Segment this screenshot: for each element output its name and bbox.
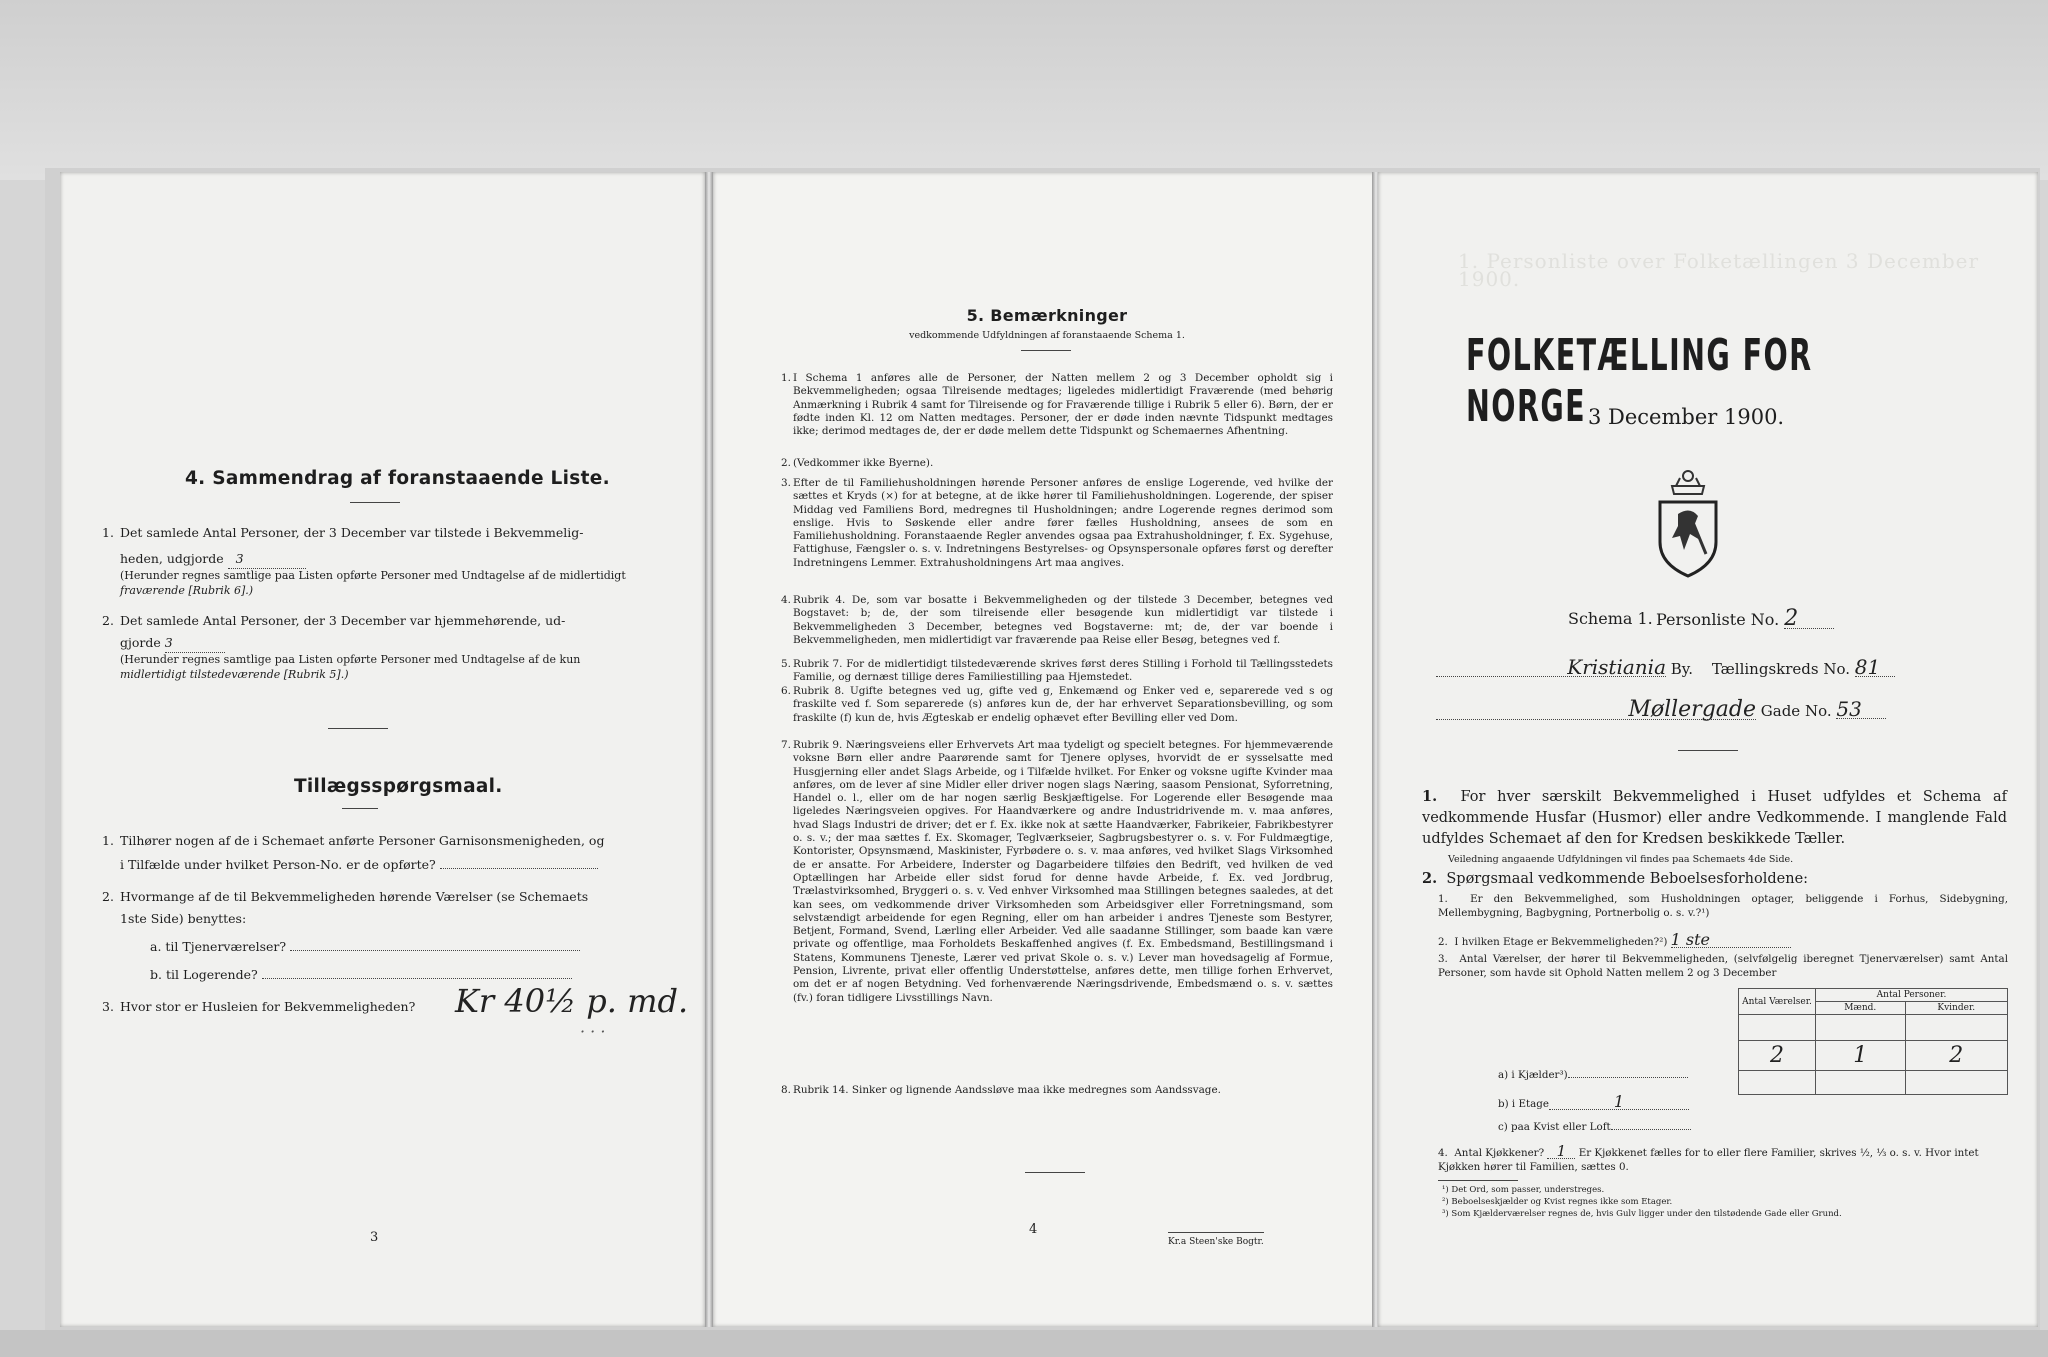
col-maend: Mænd.: [1816, 1002, 1906, 1015]
personliste-label: Personliste No.: [1656, 610, 1780, 629]
q2-note2: midlertidigt tilstedeværende [Rubrik 5].): [120, 668, 349, 681]
printer-mark: Kr.a Steen'ske Bogtr.: [1168, 1232, 1264, 1250]
t3-number: 3.: [102, 999, 114, 1014]
question-1-text: Er den Bekvemmelighed, som Husholdningen optager, beliggende i Forhus, Sidebygning, Mellembygning, Bagbygning, Portnerbolig o. s. v.?¹): [1438, 893, 2008, 919]
col-kvinder: Kvinder.: [1905, 1002, 2007, 1015]
gade-label: Gade No.: [1760, 702, 1832, 720]
row-b-etage[interactable]: 1: [1549, 1094, 1689, 1110]
street-line: [1436, 697, 1996, 722]
page-number: 3: [370, 1230, 379, 1245]
rooms-persons-table: [1738, 988, 2008, 1095]
remarks-subtitle: vedkommende Udfyldningen af foranstaaende Schema 1.: [909, 330, 1185, 341]
t1-prefix: i Tilfælde under hvilket Person-No. er de opførte?: [120, 857, 436, 872]
remark-item: [781, 594, 1333, 647]
row-c-text: c) paa Kvist eller Loft: [1498, 1121, 1611, 1133]
t2a-label: a. til Tjenerværelser?: [150, 939, 287, 954]
q2-text: Det samlede Antal Personer, der 3 December var hjemmehørende, ud-: [120, 613, 566, 628]
q1-number: 1.: [102, 525, 114, 540]
remark-number: 5.: [781, 658, 791, 670]
t2b-answer[interactable]: [262, 978, 572, 979]
row-a-dots: [1568, 1077, 1688, 1078]
divider: [350, 502, 400, 503]
remark-item: [781, 372, 1333, 438]
q2-number: 2.: [102, 613, 114, 628]
t2-number: 2.: [102, 889, 114, 904]
remarks-title: 5. Bemærkninger: [966, 306, 1128, 325]
col-vaerelser: Antal Værelser.: [1739, 989, 1816, 1015]
city-line: [1436, 655, 1996, 679]
t2-line2: 1ste Side) benyttes:: [120, 911, 247, 926]
cell-c-maend[interactable]: [1816, 1071, 1906, 1095]
item-1-text: For hver særskilt Bekvemmelighed i Huset udfyldes et Schema af vedkommende Husfar (Husmor) eller andre Vedkommende. I manglende Fald udfyldes Schemaet af den for Kredsen beskikkede Tæller.: [1422, 789, 2007, 847]
remark-text: Rubrik 14. Sinker og lignende Aandssløve maa ikke medregnes som Aandssvage.: [793, 1084, 1221, 1096]
q2-line2: [120, 634, 225, 653]
census-title: FOLKETÆLLING FOR NORGE: [1466, 330, 1813, 432]
personliste-value[interactable]: 2: [1784, 610, 1834, 629]
pencil-marks: · · ·: [580, 1022, 606, 1041]
norwegian-coat-of-arms-icon: [1650, 464, 1726, 580]
t3-line: [120, 998, 415, 1016]
remark-number: 7.: [781, 739, 791, 751]
q1-prefix: heden, udgjorde: [120, 551, 224, 566]
question-4: 4. Antal Kjøkkener? 1 Er Kjøkkenet fælles for to eller flere Familier, skrives ½, ⅓ o. s. v. Hvor intet Kjøkken hører til Familien, sættes 0.: [1438, 1142, 1979, 1173]
cell-b-vaer[interactable]: 2: [1739, 1041, 1816, 1071]
question-2: 2. I hvilken Etage er Bekvemmeligheden?²) 1 ste: [1438, 932, 1791, 950]
t2-text: Hvormange af de til Bekvemmeligheden hørende Værelser (se Schemaets: [120, 889, 589, 904]
tillaeg-title: Tillægsspørgsmaal.: [294, 776, 503, 797]
by-label: By.: [1670, 660, 1694, 678]
row-b-label: [1498, 1094, 1689, 1112]
schema-label: Schema 1.: [1568, 609, 1653, 628]
kreds-label: Tællingskreds No.: [1711, 660, 1851, 678]
page-fold: [705, 172, 713, 1327]
cell-a-vaer[interactable]: [1739, 1015, 1816, 1041]
question-2-text: I hvilken Etage er Bekvemmeligheden?²): [1454, 936, 1668, 948]
cell-b-kvinder[interactable]: 2: [1905, 1041, 2007, 1071]
cell-c-kvinder[interactable]: [1905, 1071, 2007, 1095]
divider: [328, 728, 388, 729]
t2b-label: b. til Logerende?: [150, 967, 258, 982]
q1-text: Det samlede Antal Personer, der 3 December var tilstede i Bekvemmelig-: [120, 525, 584, 540]
cell-a-kvinder[interactable]: [1905, 1015, 2007, 1041]
remark-number: 2.: [781, 457, 791, 469]
remark-text: (Vedkommer ikke Byerne).: [793, 457, 934, 469]
q2-prefix: gjorde: [120, 635, 161, 650]
background-bottom: [0, 1330, 2048, 1357]
item-2-text: Spørgsmaal vedkommende Beboelsesforholdene:: [1446, 871, 1809, 887]
question-4-text: Antal Kjøkkener?: [1454, 1147, 1545, 1159]
question-4-value[interactable]: 1: [1547, 1144, 1575, 1159]
row-a-text: a) i Kjælder³): [1498, 1069, 1568, 1081]
footnote-2: ²) Beboelseskjælder og Kvist regnes ikke som Etager.: [1442, 1197, 1673, 1207]
street-value[interactable]: Møllergade: [1436, 701, 1756, 720]
remark-item: [781, 685, 1333, 725]
personliste-line: [1656, 606, 1834, 631]
show-through-header: 1. Personliste over Folketællingen 3 December 1900.: [1458, 249, 1980, 291]
page-4-remarks: [713, 172, 1381, 1327]
page-3-summary: [60, 172, 705, 1327]
question-3: 3. Antal Værelser, der hører til Bekvemmeligheden, (selvfølgelig iberegnet Tjenerværelser) samt Antal Personer, som havde sit Ophold Natten mellem 2 og 3 December: [1438, 953, 2008, 979]
remark-item: [781, 477, 1333, 570]
q2-note1: (Herunder regnes samtlige paa Listen opførte Personer med Undtagelse af de kun: [120, 653, 581, 666]
row-a-label: [1498, 1068, 1688, 1083]
kreds-value[interactable]: 81: [1855, 658, 1895, 677]
t3-label: Hvor stor er Husleien for Bekvemmeligheden?: [120, 999, 416, 1014]
t1-text: Tilhører nogen af de i Schemaet anførte Personer Garnisonsmenigheden, og: [120, 833, 605, 848]
t1-number: 1.: [102, 833, 114, 848]
remark-number: 6.: [781, 685, 791, 697]
cell-c-vaer[interactable]: [1739, 1071, 1816, 1095]
row-c-label: [1498, 1120, 1691, 1135]
remark-text: Rubrik 4. De, som var bosatte i Bekvemmeligheden og der tilstede 3 December, betegnes ved Bogstavet: b; de, der som tilreisende eller besøgende kun midlertidigt var tilstede i Bekvemmeligheden 3 December, betegnes ved Bogstaverne: mt; de, der var boende i Bekvemmeligheden, men midlertidigt var fraværende paa Reise eller Besøg, betegnes ved f.: [793, 594, 1333, 646]
footnote-divider: [1438, 1180, 1518, 1181]
page-number: 4: [1029, 1222, 1038, 1237]
item-2: 2. Spørgsmaal vedkommende Beboelsesforholdene:: [1422, 870, 1809, 887]
remark-text: Rubrik 8. Ugifte betegnes ved ug, gifte ved g, Enkemænd og Enker ved e, separerede ved s og fraskilte ved f. Som separerede (s) anføres kun de, der har erhvervet Separationsbevilling, og som fraskilte (f) kun de, hvis Ægteskab er endelig ophævet efter Bevilling eller ved Dom.: [793, 685, 1333, 724]
row-b-text: b) i Etage: [1498, 1098, 1549, 1110]
q1-note1: (Herunder regnes samtlige paa Listen opførte Personer med Undtagelse af de midlertidigt: [120, 569, 626, 582]
cell-a-maend[interactable]: [1816, 1015, 1906, 1041]
divider: [1678, 750, 1738, 751]
col-group-persons: Antal Personer.: [1816, 989, 2008, 1002]
item-1: 1. For hver særskilt Bekvemmelighed i Huset udfyldes et Schema af vedkommende Husfar (Husmor) eller andre Vedkommende. I manglende Fald udfyldes Schemaet af den for Kredsen beskikkede Tæller.: [1422, 788, 2007, 847]
remark-text: I Schema 1 anføres alle de Personer, der Natten mellem 2 og 3 December opholdt sig i Bekvemmeligheden; ogsaa Tilreisende medtages; ligeledes midlertidigt Fraværende (med behørig Anmærkning i Rubrik 4 samt for Tilreisende og for Fraværende tillige i Rubrik 5 eller 6). Børn, der er fødte inden Kl. 12 om Natten medtages. Personer, der er døde inden nævnte Tidspunkt medtages ikke; derimod medtages de, der er døde mellem dette Tidspunkt og Schemaernes Afhentning.: [793, 372, 1333, 438]
q2-value[interactable]: 3: [165, 634, 225, 653]
city-value[interactable]: Kristiania: [1436, 658, 1666, 677]
remark-item: [781, 1084, 1333, 1097]
t2a-answer[interactable]: [290, 950, 580, 951]
q1-line2: [120, 550, 306, 569]
question-4-rest: Er Kjøkkenet fælles for to eller flere Familier, skrives ½, ⅓ o. s. v. Hvor intet Kjøkken hører til Familien, sættes 0.: [1438, 1147, 1979, 1173]
row-c-dots: [1611, 1129, 1691, 1130]
question-1: 1. Er den Bekvemmelighed, som Husholdningen optager, beliggende i Forhus, Sidebygning, Mellembygning, Bagbygning, Portnerbolig o. s. v.?¹): [1438, 893, 2008, 919]
item-1-note: Veiledning angaaende Udfyldningen vil findes paa Schemaets 4de Side.: [1448, 854, 1794, 865]
background-top: [0, 0, 2048, 180]
remark-number: 8.: [781, 1084, 791, 1096]
t2a-line: [150, 938, 580, 956]
question-3-text: Antal Værelser, der hører til Bekvemmeligheden, (selvfølgelig iberegnet Tjenerværelser) samt Antal Personer, som havde sit Ophold Natten mellem 2 og 3 December: [1438, 953, 2008, 979]
t1-answer[interactable]: [440, 868, 598, 869]
divider: [1025, 1172, 1085, 1173]
remark-item: [781, 658, 1333, 685]
remark-text: Rubrik 9. Næringsveiens eller Erhvervets Art maa tydeligt og specielt betegnes. For hjemmeværende voksne Børn eller andre Paarørende samt for Tjenere oplyses, hvorvidt de er sysselsatte med Husgjerning eller andet Slags Arbeide, og i Tilfælde hvilket. For Enker og voksne ugifte Kvinder maa anføres, om de lever af sine Midler eller driver nogen slags Næring, saasom Pensionat, Syforretning, Handel o. l., eller om de har nogen særlig Beskjæftigelse. For Logerende eller Besøgende maa ligeledes Næringsveien opgives. For Haandværkere og andre Industridrivende m. v. maa anføres, hvad Slags Industri de driver; det er f. Ex. ikke nok at sætte Haandværker, Fabrikeier, Fabrikbestyrer o. s. v.; der maa sættes f. Ex. Skomager, Teglværkseier, Sagbrugsbestyrer o. s. v. For Fuldmægtige, Kontorister, Opsynsmænd, Maskinister, Fyrbødere o. s. v. maa anføres, ved hvilket Slags Virksomhed de er ansatte. For Arbeidere, Inderster og Dagarbeidere tilføies den Bedrift, ved hvilken de ved Optællingen har Arbeide eller sidst forud for denne havde Arbeide, f. Ex. ved Jordbrug, Trælastvirksomhed, Bryggeri o. s. v. Ved enhver Virksomhed maa Stillingen betegnes saaledes, at det kan sees, om vedkommende driver Virksomheden som Arbeidsgiver eller Forretningsmand, som selvstændigt arbeidende for egen Regning, eller om han arbeider i andres Tjeneste som Bestyrer, Betjent, Formand, Svend, Lærling eller Arbeider. Ved alle saadanne Stillinger, som baade kan være private og offentlige, maa Forholdets Beskaffenhed angives (f. Ex. Embedsmand, Bestillingsmand i Statens, Kommunens Tjeneste, Lærer ved privat Skole o. s. v.) Lever man hovedsagelig af Formue, Pension, Livrente, privat eller offentlig Understøttelse, anføres dette, men tillige forhen Erhvervet, om det er af nogen Betydning. Ved forhenværende Næringsdrivende, Embedsmænd o. s. v. sættes (fv.) foran tidligere Livsstillings Navn.: [793, 739, 1333, 1004]
cell-b-maend[interactable]: 1: [1816, 1041, 1906, 1071]
divider: [342, 808, 378, 809]
remark-item: [781, 739, 1333, 1005]
remark-item: [781, 457, 1333, 470]
census-date: 3 December 1900.: [1588, 405, 1785, 429]
remark-number: 4.: [781, 594, 791, 606]
footnote-3: ³) Som Kjælderværelser regnes de, hvis Gulv ligger under den tilstødende Gade eller Grund.: [1442, 1209, 1842, 1219]
q1-note2: fraværende [Rubrik 6].): [120, 584, 254, 597]
remark-number: 1.: [781, 372, 791, 384]
footnote-1: ¹) Det Ord, som passer, understreges.: [1442, 1185, 1605, 1195]
gade-value[interactable]: 53: [1836, 700, 1886, 719]
q1-value[interactable]: 3: [228, 550, 306, 569]
remark-number: 3.: [781, 477, 791, 489]
page-1-front: [1378, 172, 2038, 1327]
t3-rent-value[interactable]: Kr 40½ p. md.: [455, 982, 689, 1020]
question-2-value[interactable]: 1 ste: [1671, 932, 1791, 948]
t1-line2: [120, 856, 598, 874]
remark-text: Efter de til Familiehusholdningen hørende Personer anføres de enslige Logerende, ved hvilke der sættes et Kryds (×) for at betegne, at de ikke hører til Familiehusholdningen. Logerende, der spiser Middag ved Familiens Bord, medregnes til Husholdningen; andre Logerende regnes derimod som enslige. Hvis to Søskende eller andre fører fælles Husholdning, ansees de som en Familiehusholdning. Foranstaaende Regler anvendes ogsaa paa Extrahusholdninger, f. Ex. Sygehuse, Fattighuse, Fængsler o. s. v. Indretningens Bestyrelses- og Opsynspersonale opføres først og derefter Indretningens Lemmer. Extrahusholdningens Art maa angives.: [793, 477, 1333, 569]
section-4-title: 4. Sammendrag af foranstaaende Liste.: [185, 468, 610, 489]
remark-text: Rubrik 7. For de midlertidigt tilstedeværende skrives først deres Stilling i Forhold til Tællingsstedets Familie, og dernæst tillige deres Familiestilling paa Hjemstedet.: [793, 658, 1333, 684]
divider: [1021, 350, 1071, 351]
